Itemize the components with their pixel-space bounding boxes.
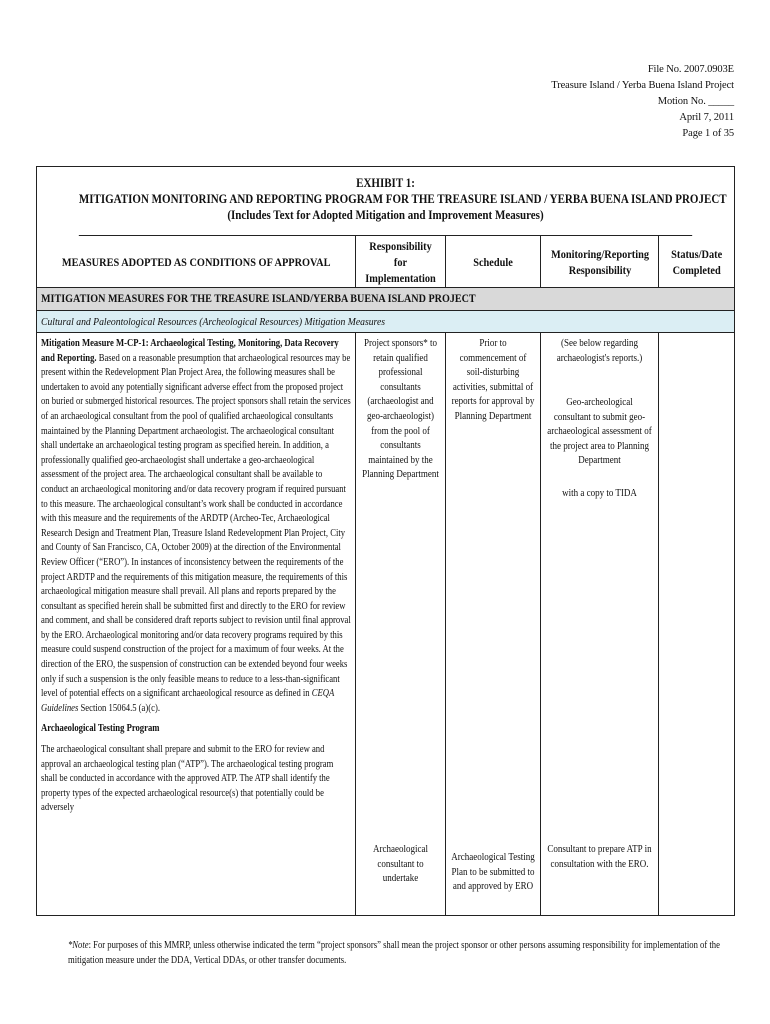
measure-row — [37, 333, 734, 916]
exhibit-label: EXHIBIT 1: — [356, 176, 415, 190]
column-headers — [37, 236, 734, 288]
section-title: MITIGATION MEASURES FOR THE TREASURE ISLAND/YERBA BUENA ISLAND PROJECT — [37, 288, 734, 311]
responsibility-testing: Archaeological consultant to undertake — [373, 844, 428, 885]
status-cell — [659, 333, 734, 916]
schedule-cell — [446, 333, 541, 916]
exhibit-subheading: (Includes Text for Adopted Mitigation and Improvement Measures) — [227, 208, 544, 222]
schedule-column-header: Schedule — [446, 236, 541, 287]
measure-title: Mitigation Measure M-CP-1: Archaeological Testing, Monitoring, Data Recovery and Reporting. — [41, 338, 339, 364]
measures-column-header: MEASURES ADOPTED AS CONDITIONS OF APPROVAL — [37, 236, 356, 287]
responsibility-main: Project sponsors* to retain qualified professional consultants (archaeologist and geo-archaeologist) from the pool of consultants maintained by the Planning Department — [362, 338, 439, 481]
monitoring-column-header: Monitoring/Reporting Responsibility — [541, 236, 659, 287]
measure-body: Based on a reasonable presumption that archaeological resources may be present within the Redevelopment Plan Project Area, the following measures shall be undertaken to avoid any potentially significant adverse effect from the proposed project on buried or submerged historical resources. The project sponsors shall retain the services of an archaeological consultant from the pool of qualified archaeological consultants maintained by the Planning Department archaeologist. The archaeological consultant shall undertake an archaeological testing program as specified herein. In addition, a professionally qualified geo-archaeologist shall undertake a geo-archaeological assessment of the project area. The archaeological consultant shall be available to conduct an archaeological monitoring and/or data recovery program if required pursuant to this measure. The archaeological consultant’s work shall be conducted in accordance with this measure and the requirements of the ARDTP (Archeo-Tec, Archaeological Research Design and Treatment Plan, Treasure Island Redevelopment Plan Project, City and County of San Francisco, CA, October 2009) at the direction of the Environmental Review Officer (“ERO”). In instances of inconsistency between the requirements of the project ARDTP and the requirements of this mitigation measure, the requirements of this archaeological mitigation measure shall prevail. All plans and reports prepared by the consultant as specified herein shall be submitted first and directly to the ERO for review and comment, and shall be considered draft reports subject to revision until final approval by the ERO. Archaeological monitoring and/or data recovery programs required by this measure could suspend construction of the project for a maximum of four weeks. At the direction of the ERO, the suspension of construction can be extended beyond four weeks only if such a suspension is the only feasible means to reduce to a less-than-significant level of potential effects on a significant archaeological resource as defined in — [41, 352, 351, 700]
footnote-label: *Note — [68, 940, 89, 951]
footnote-text: : For purposes of this MMRP, unless otherwise indicated the term “project sponsors” shall mean the project sponsor or other persons assuming responsibility for implementation of the mitigation measure under the DDA, Vertical DDAs, or other transfer documents. — [68, 940, 720, 966]
footnote — [68, 938, 738, 968]
monitoring-copy: with a copy to TIDA — [562, 488, 637, 499]
project-name: Treasure Island / Yerba Buena Island Project — [551, 80, 734, 91]
measure-text-cell — [37, 333, 356, 916]
monitoring-cell — [541, 333, 659, 916]
status-column-header: Status/Date Completed — [670, 246, 723, 277]
file-number: File No. 2007.0903E — [647, 64, 734, 75]
responsibility-column-header: Responsibility for Implementation — [356, 236, 446, 287]
testing-body: The archaeological consultant shall prepare and submit to the ERO for review and approval an archaeological testing plan (“ATP”). The archaeological testing program shall be conducted in accordance with the approved ATP. The ATP shall identify the property types of the expected archaeological resource(s) that potentially could be adversely — [41, 744, 334, 814]
exhibit-title — [78, 167, 727, 236]
monitoring-geo: Geo-archeological consultant to submit geo-archaeological assessment of the project area to Planning Department — [547, 397, 652, 467]
exhibit-heading: MITIGATION MONITORING AND REPORTING PROGRAM FOR THE TREASURE ISLAND / YERBA BUENA ISLAND PROJECT — [78, 192, 727, 206]
monitoring-testing: Consultant to prepare ATP in consultation with the ERO. — [547, 844, 652, 870]
citation-italic: CEQA Guidelines — [41, 688, 335, 714]
mmrp-table — [36, 166, 735, 916]
responsibility-cell — [356, 333, 446, 916]
citation-section: Section 15064.5 (a)(c). — [80, 702, 160, 714]
document-header — [551, 62, 734, 142]
motion-number: Motion No. _____ — [657, 96, 734, 107]
monitoring-main: (See below regarding archaeologist's reports.) — [556, 338, 643, 364]
document-date: April 7, 2011 — [679, 112, 734, 123]
schedule-main: Prior to commencement of soil-disturbing activities, submittal of reports for approval by Planning Department — [451, 338, 535, 422]
page-number: Page 1 of 35 — [682, 128, 734, 139]
testing-heading: Archaeological Testing Program — [41, 723, 160, 735]
measure-paragraph — [41, 337, 351, 716]
subsection-title: Cultural and Paleontological Resources (Archeological Resources) Mitigation Measures — [37, 311, 734, 333]
schedule-testing: Archaeological Testing Plan to be submitted to and approved by ERO — [451, 852, 535, 893]
